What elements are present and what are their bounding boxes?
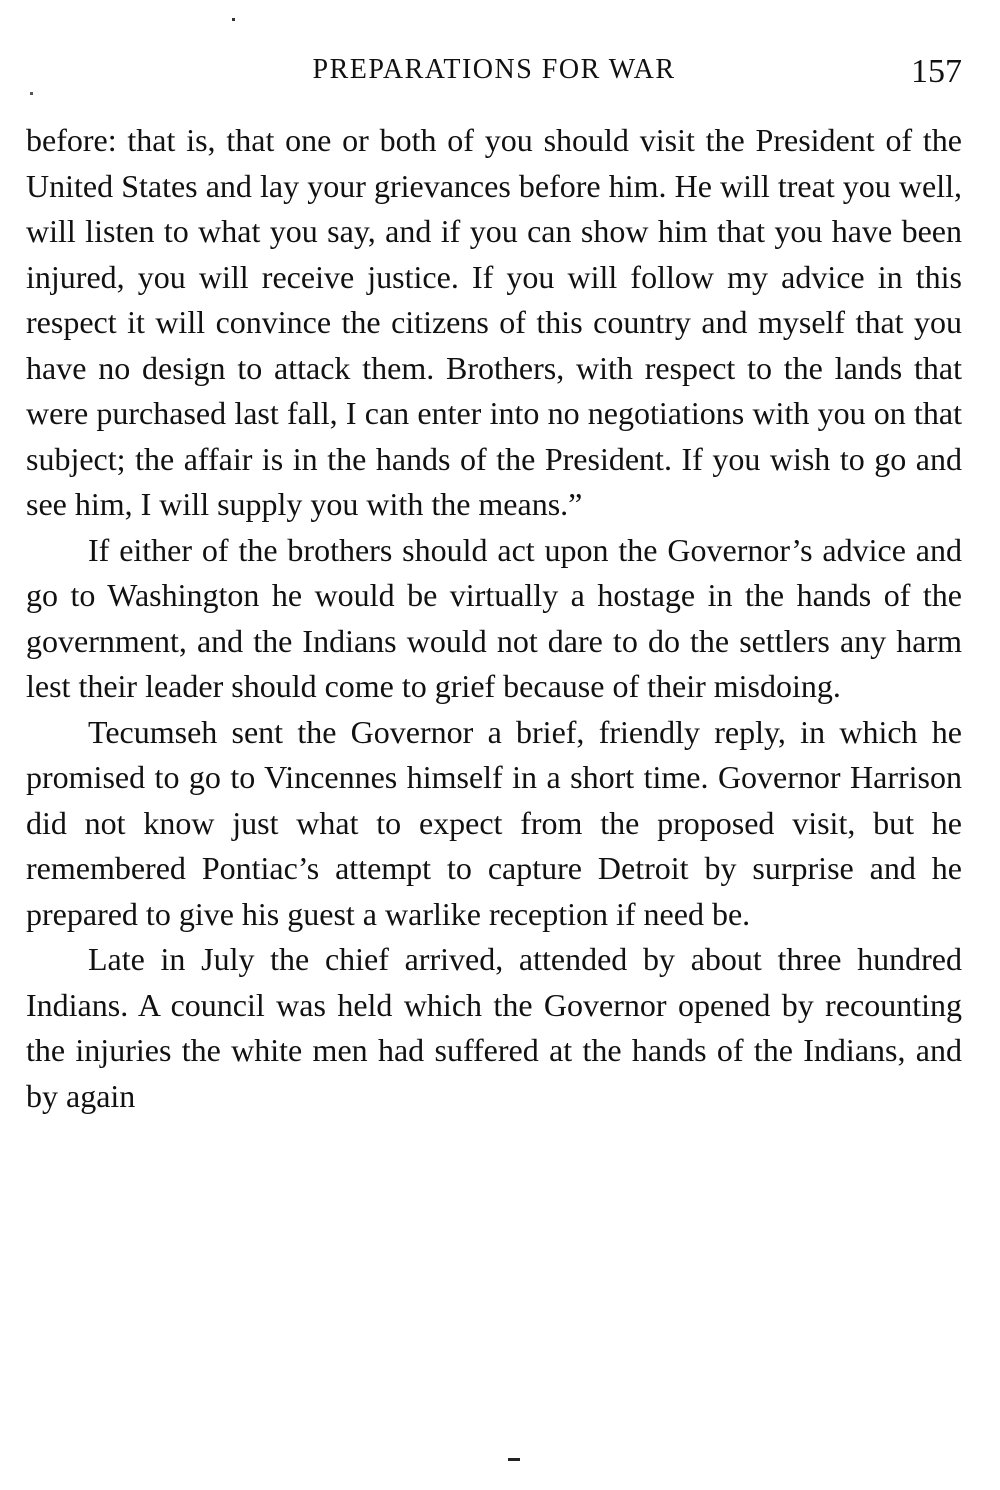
book-page	[26, 0, 962, 1490]
running-head	[26, 48, 962, 98]
paragraph-4: Late in July the chief arrived, attended by about three hundred Indians. A council was held which the Governor opened by recounting the injuries the white men had suffered at the hands of the Indians, and by again	[26, 941, 962, 1114]
paragraph-2: If either of the brothers should act upon the Governor’s advice and go to Washington he would be virtually a hostage in the hands of the government, and the Indians would not dare to do the settlers any harm lest their leader should come to grief because of their misdoing.	[26, 531, 962, 704]
body-text	[26, 118, 962, 1119]
running-title: PREPARATIONS FOR WAR	[312, 54, 676, 85]
paragraph-1: before: that is, that one or both of you should visit the President of the United States and lay your grievances before him. He will treat you well, will listen to what you say, and if you can show him that you have been injured, you will receive justice. If you will follow my advice in this respect it will convince the citizens of this country and myself that you have no design to attack them. Brothers, with respect to the lands that were purchased last fall, I can enter into no negotiations with you on that subject; the affair is in the hands of the President. If you wish to go and see him, I will supply you with the means.”	[26, 122, 962, 522]
page-number: 157	[911, 53, 962, 90]
paragraph-3: Tecumseh sent the Governor a brief, friendly reply, in which he promised to go to Vincennes himself in a short time. Governor Harrison did not know just what to expect from the proposed visit, but he remembered Pontiac’s attempt to capture Detroit by surprise and he prepared to give his guest a warlike reception if need be.	[26, 713, 962, 932]
